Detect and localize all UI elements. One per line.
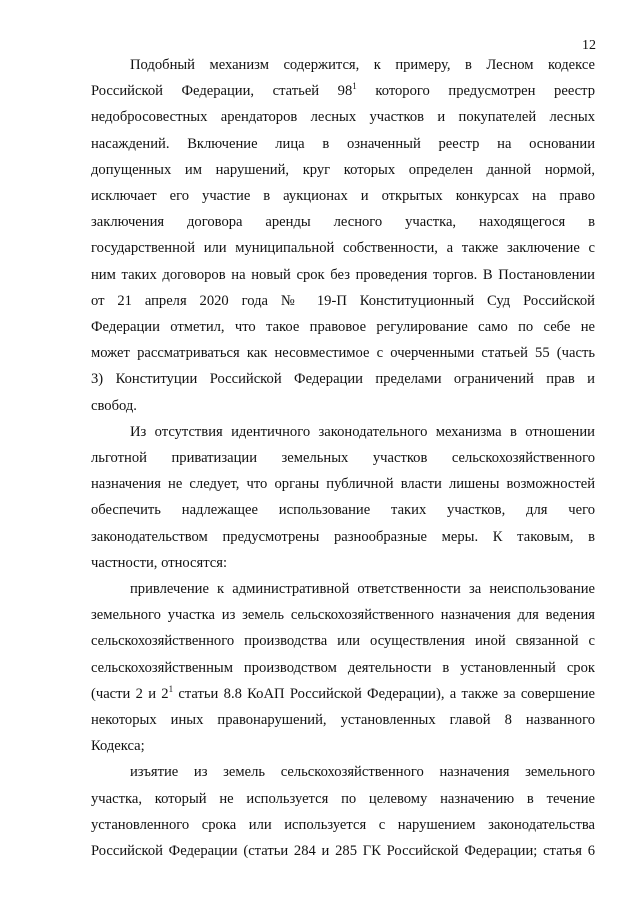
text-line: некоторых иных правонарушений, установленных главой 8 названного bbox=[91, 712, 595, 729]
body-text bbox=[91, 52, 595, 864]
text-line: допущенных им нарушений, круг которых определен данной нормой, bbox=[91, 161, 595, 178]
text-line: от 21 апреля 2020 года № 19-П Конституционный Суд Российской bbox=[91, 292, 595, 309]
text-line: земельного участка из земель сельскохозяйственного назначения для ведения bbox=[91, 607, 595, 624]
text-line: государственной или муниципальной собственности, а также заключение с bbox=[91, 240, 595, 257]
text-segment: Российской Федерации, статьей 98 bbox=[91, 83, 353, 100]
text-line: заключения договора аренды лесного участка, находящегося в bbox=[91, 214, 595, 231]
superscript: 1 bbox=[352, 81, 357, 92]
text-line: может рассматриваться как несовместимое с очерченными статьей 55 (часть bbox=[91, 345, 595, 362]
text-line: сельскохозяйственным производством деятельности в установленный срок bbox=[91, 659, 595, 676]
text-line: изъятие из земель сельскохозяйственного назначения земельного bbox=[130, 764, 595, 781]
text-line: привлечение к административной ответственности за неиспользование bbox=[130, 581, 595, 598]
text-line: Российской Федерации (статьи 284 и 285 ГК Российской Федерации; статья 6 bbox=[91, 843, 595, 860]
text-line bbox=[91, 681, 595, 707]
text-segment: статьи 8.8 КоАП Российской Федерации), а также за совершение bbox=[173, 685, 595, 702]
text-line: Подобный механизм содержится, к примеру, в Лесном кодексе bbox=[130, 57, 595, 73]
text-line: назначения не следует, что органы публичной власти лишены возможностей bbox=[91, 476, 595, 493]
text-line: Федерации отметил, что такое правовое регулирование само по себе не bbox=[91, 319, 595, 336]
text-line: участка, который не используется по целевому назначению в течение bbox=[91, 790, 595, 807]
text-line: недобросовестных арендаторов лесных участков и покупателей лесных bbox=[91, 109, 595, 126]
text-segment: которого предусмотрен реестр bbox=[356, 83, 595, 100]
text-line: свобод. bbox=[91, 397, 137, 414]
text-line: исключает его участие в аукционах и открытых конкурсах на право bbox=[91, 188, 595, 205]
text-line: льготной приватизации земельных участков сельскохозяйственного bbox=[91, 450, 595, 467]
text-line: частности, относятся: bbox=[91, 554, 228, 571]
text-line bbox=[91, 78, 595, 104]
text-line: сельскохозяйственного производства или осуществления иной связанной с bbox=[91, 633, 595, 650]
text-line: 3) Конституции Российской Федерации пределами ограничений прав и bbox=[91, 371, 595, 388]
text-line: насаждений. Включение лица в означенный реестр на основании bbox=[91, 135, 595, 152]
superscript: 1 bbox=[168, 684, 174, 695]
text-segment: (части 2 и 2 bbox=[91, 685, 169, 702]
text-line: ним таких договоров на новый срок без проведения торгов. В Постановлении bbox=[91, 266, 595, 283]
page-number: 12 bbox=[582, 38, 596, 53]
text-line: обеспечить надлежащее использование таких участков, для чего bbox=[91, 502, 595, 519]
text-line: Кодекса; bbox=[91, 738, 145, 755]
text-line: законодательством предусмотрены разнообразные меры. К таковым, в bbox=[91, 528, 595, 545]
text-line: Из отсутствия идентичного законодательного механизма в отношении bbox=[130, 423, 595, 440]
text-line: установленного срока или используется с нарушением законодательства bbox=[91, 816, 595, 833]
